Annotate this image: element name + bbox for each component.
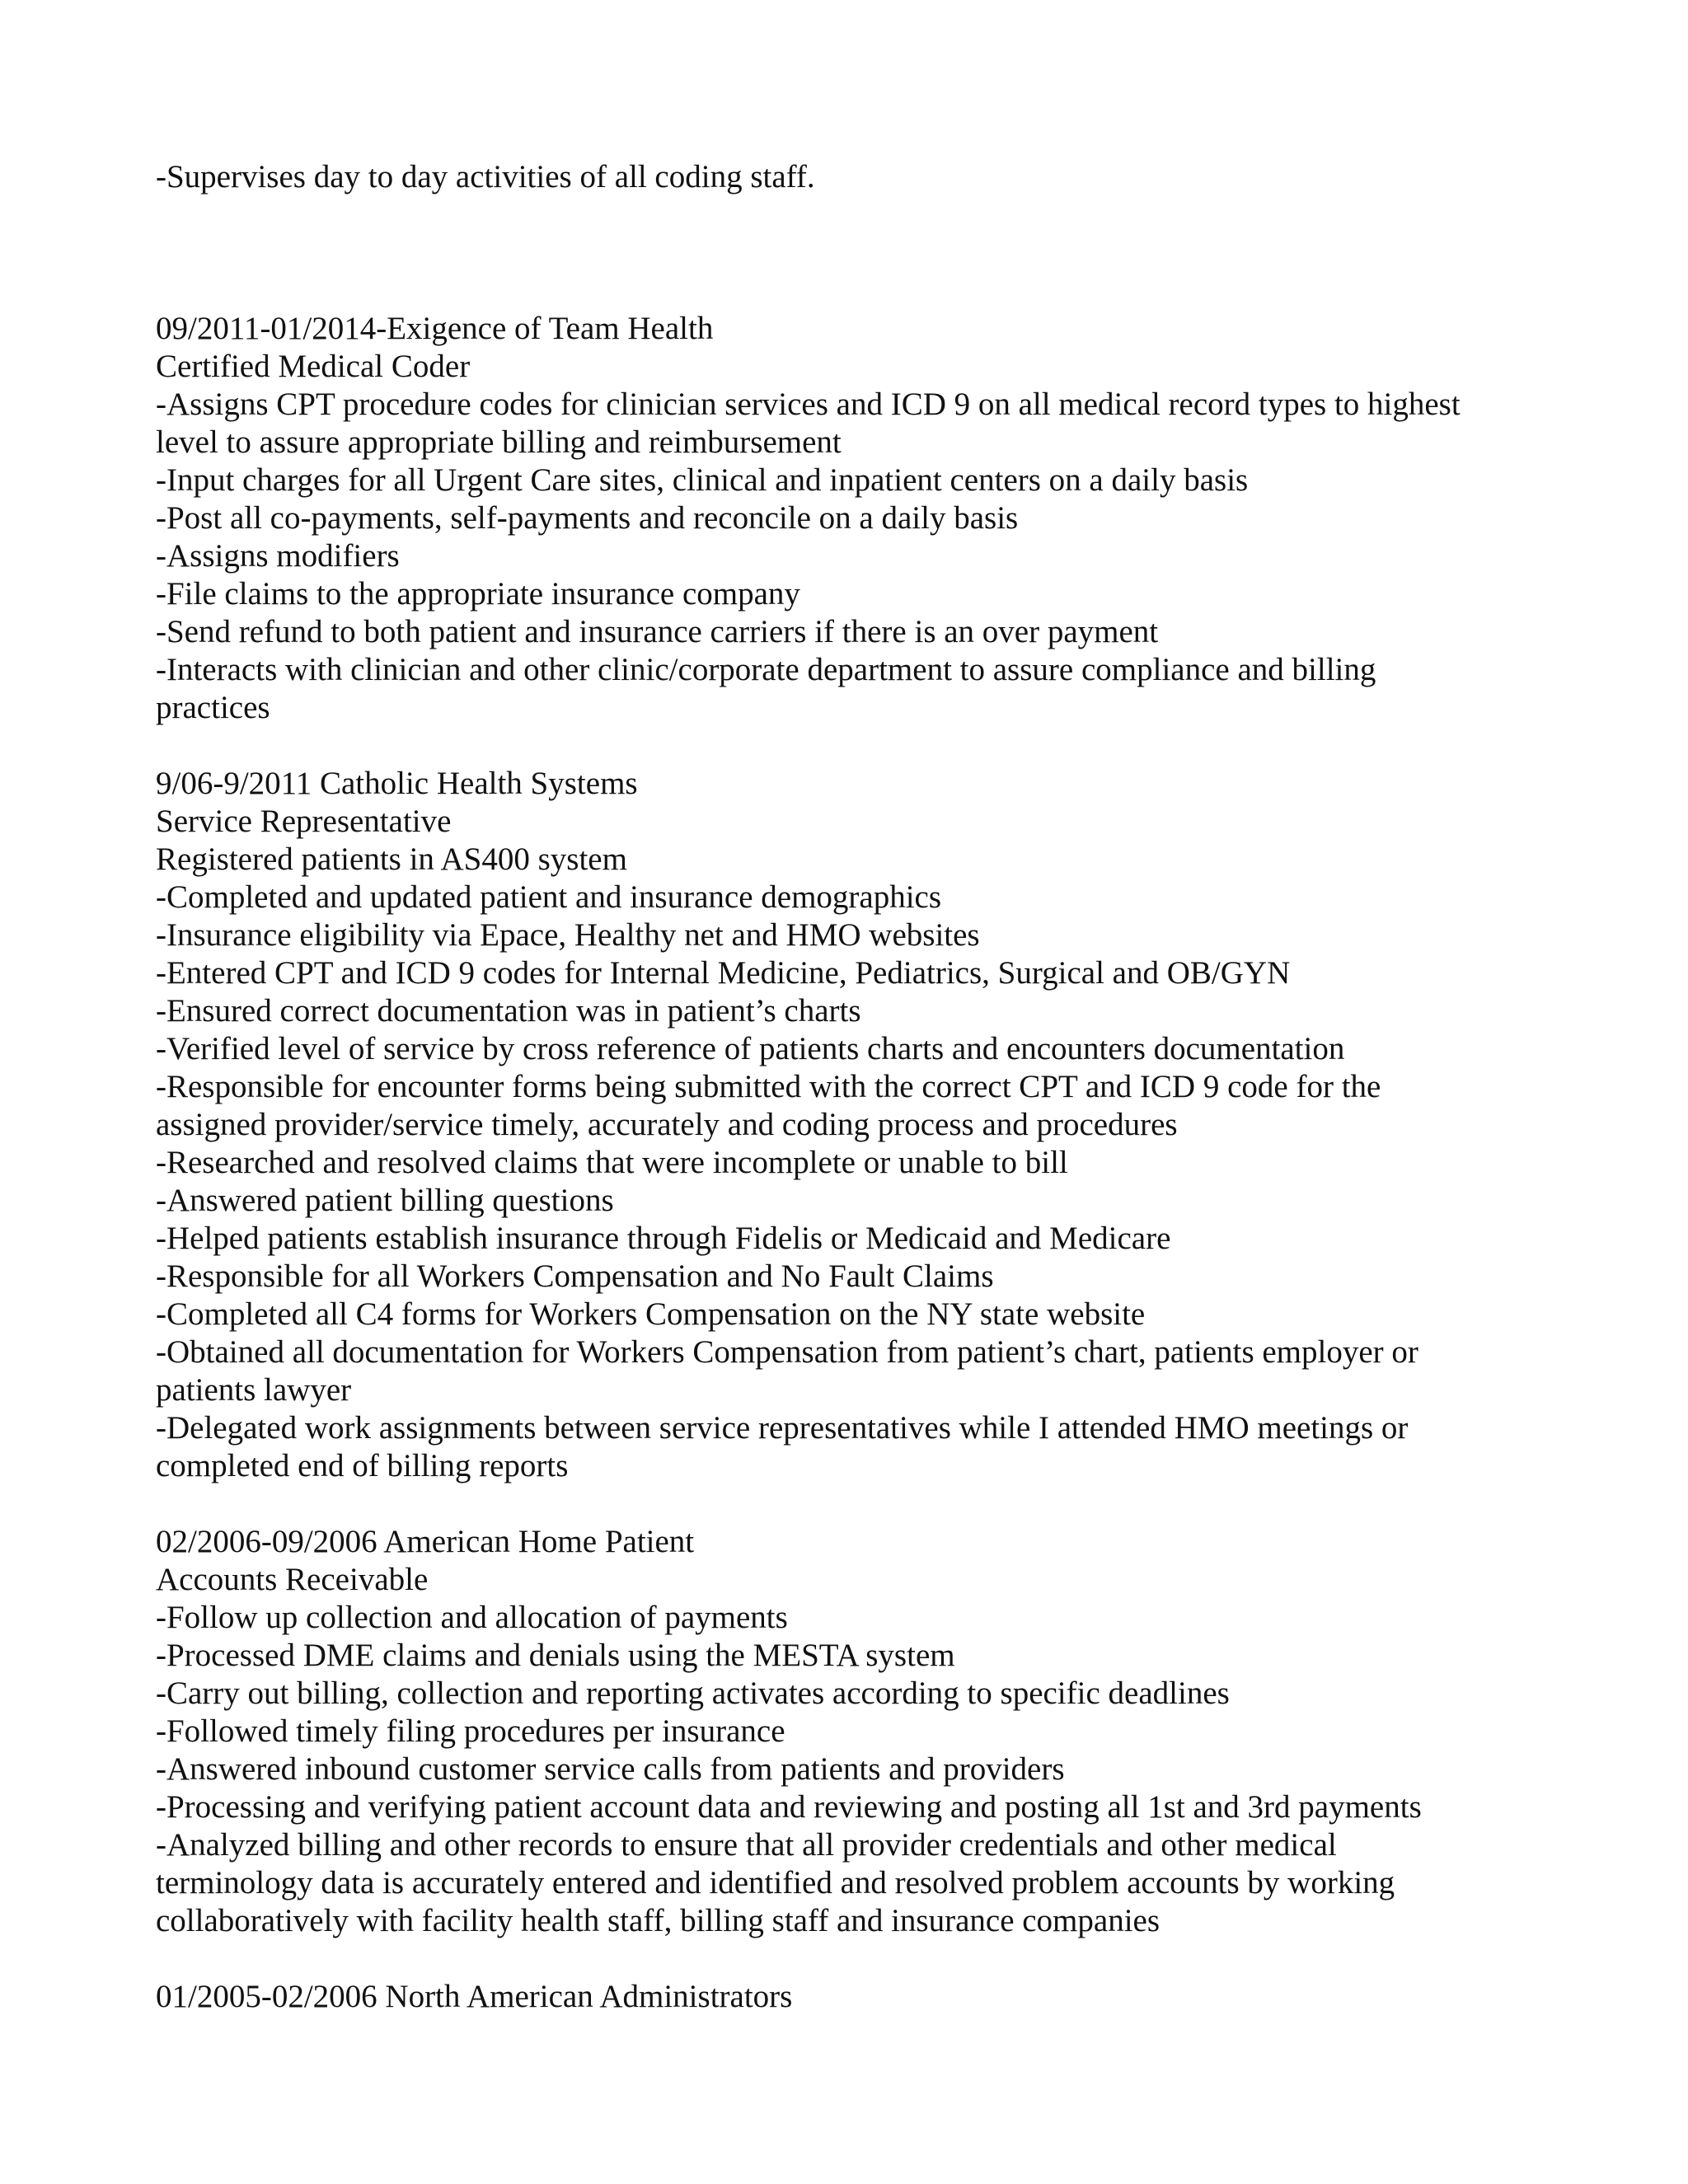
job-duty: level to assure appropriate billing and reimbursement — [156, 424, 842, 460]
resume-text — [156, 158, 1532, 2016]
job-duty: -Followed timely filing procedures per insurance — [156, 1713, 785, 1749]
job-duty: -Answered inbound customer service calls from patients and providers — [156, 1751, 1065, 1787]
job-duty: -Ensured correct documentation was in patient’s charts — [156, 993, 861, 1029]
job-duty: -Send refund to both patient and insurance carriers if there is an over payment — [156, 614, 1159, 649]
job-duty: -Responsible for encounter forms being submitted with the correct CPT and ICD 9 code for the — [156, 1069, 1381, 1104]
job-duty: -Completed and updated patient and insurance demographics — [156, 879, 942, 915]
job-north-american-administrators — [156, 1978, 1532, 2016]
job-title: Service Representative — [156, 804, 452, 839]
job-duty: -Answered patient billing questions — [156, 1183, 614, 1218]
job-title: Certified Medical Coder — [156, 349, 471, 384]
job-header: 9/06-9/2011 Catholic Health Systems — [156, 766, 638, 801]
spacer — [156, 196, 1532, 310]
job-duty: completed end of billing reports — [156, 1448, 569, 1483]
job-exigence — [156, 310, 1532, 727]
job-duty: assigned provider/service timely, accurately and coding process and procedures — [156, 1107, 1178, 1142]
job-duty: -Entered CPT and ICD 9 codes for Internal Medicine, Pediatrics, Surgical and OB/GYN — [156, 955, 1291, 991]
job-duty: -Obtained all documentation for Workers Compensation from patient’s chart, patients employer or — [156, 1334, 1418, 1370]
job-header: 01/2005-02/2006 North American Administrators — [156, 1979, 793, 2014]
job-duty: -Post all co-payments, self-payments and reconcile on a daily basis — [156, 500, 1019, 536]
intro-line: -Supervises day to day activities of all coding staff. — [156, 159, 815, 194]
job-duty: -Helped patients establish insurance through Fidelis or Medicaid and Medicare — [156, 1221, 1171, 1256]
job-american-home-patient — [156, 1523, 1532, 1940]
job-duty: -Follow up collection and allocation of payments — [156, 1600, 788, 1635]
spacer — [156, 1485, 1532, 1523]
job-header: 09/2011-01/2014-Exigence of Team Health — [156, 311, 714, 346]
job-duty: -File claims to the appropriate insurance company — [156, 576, 800, 612]
job-catholic-health — [156, 765, 1532, 1485]
job-duty: practices — [156, 690, 270, 725]
job-duty: -Processed DME claims and denials using the MESTA system — [156, 1638, 955, 1673]
job-duty: -Input charges for all Urgent Care sites, clinical and inpatient centers on a daily basis — [156, 462, 1249, 498]
job-duty: -Carry out billing, collection and reporting activates according to specific deadlines — [156, 1675, 1230, 1711]
job-duty: -Analyzed billing and other records to ensure that all provider credentials and other medical — [156, 1827, 1337, 1863]
job-duty: -Insurance eligibility via Epace, Healthy net and HMO websites — [156, 917, 980, 953]
job-duty: patients lawyer — [156, 1372, 352, 1408]
job-duty: -Responsible for all Workers Compensation and No Fault Claims — [156, 1258, 994, 1294]
job-duty: -Completed all C4 forms for Workers Compensation on the NY state website — [156, 1296, 1146, 1332]
spacer — [156, 1940, 1532, 1978]
job-duty: -Assigns CPT procedure codes for clinician services and ICD 9 on all medical record types to highest — [156, 387, 1461, 422]
job-duty: -Assigns modifiers — [156, 538, 400, 574]
spacer — [156, 727, 1532, 765]
job-duty: -Verified level of service by cross reference of patients charts and encounters documentation — [156, 1031, 1345, 1066]
job-duty: collaboratively with facility health staff, billing staff and insurance companies — [156, 1903, 1160, 1938]
job-duty: Registered patients in AS400 system — [156, 841, 627, 877]
job-duty: -Processing and verifying patient account data and reviewing and posting all 1st and 3rd payments — [156, 1789, 1422, 1825]
job-title: Accounts Receivable — [156, 1562, 429, 1597]
job-duty: -Interacts with clinician and other clinic/corporate department to assure compliance and billing — [156, 652, 1376, 687]
job-duty: terminology data is accurately entered and identified and resolved problem accounts by working — [156, 1865, 1395, 1900]
job-duty: -Researched and resolved claims that were incomplete or unable to bill — [156, 1145, 1068, 1180]
job-header: 02/2006-09/2006 American Home Patient — [156, 1524, 695, 1559]
job-duty: -Delegated work assignments between service representatives while I attended HMO meetings or — [156, 1410, 1409, 1446]
